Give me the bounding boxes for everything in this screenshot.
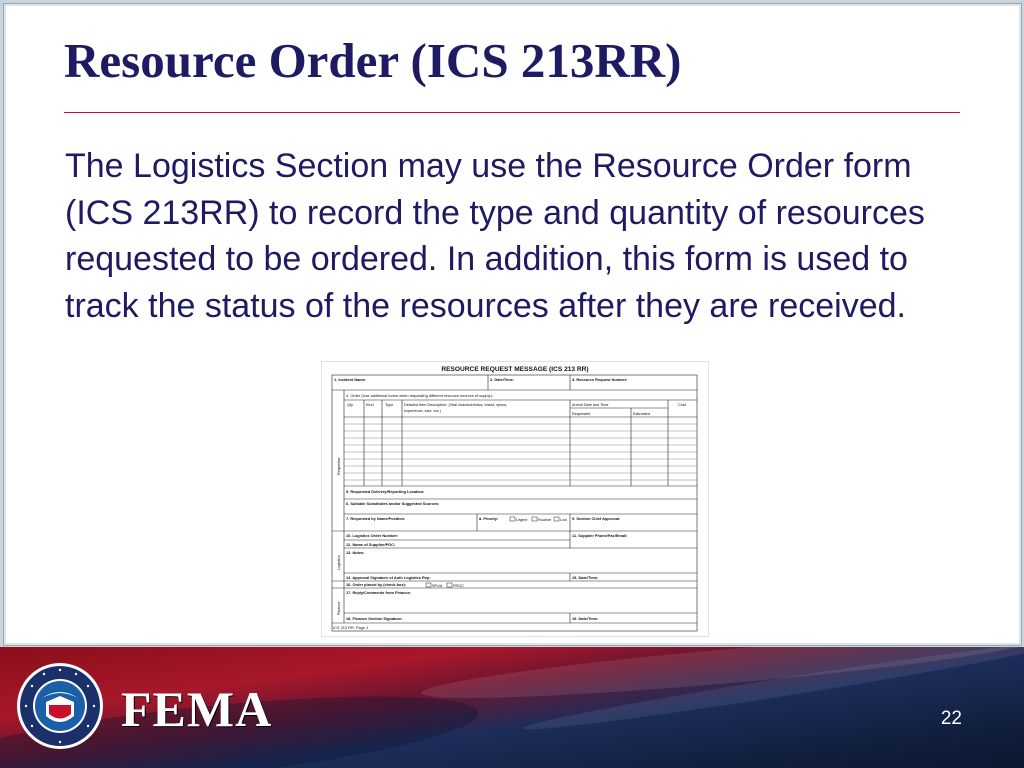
col-desc-line1: Detailed Item Description: (Vital characteristics, brand, specs, [404, 403, 508, 407]
priority-low: Low [560, 518, 567, 522]
fema-logo-text: FEMA [121, 681, 273, 737]
side-label-logistics: Logistics [337, 555, 341, 570]
form-field-8: 8. Priority: [479, 516, 499, 521]
form-field-4: 4. Order (Use additional forms when requesting different resource sources of supply.): [346, 393, 494, 398]
form-footer: ICS 213 RR, Page 1 [333, 625, 369, 630]
form-field-16: 16. Order placed by (check box): [346, 582, 407, 587]
form-field-13: 13. Notes: [346, 550, 365, 555]
form-heading: RESOURCE REQUEST MESSAGE (ICS 213 RR) [441, 366, 589, 373]
col-desc-line2: experience, size, etc.) [404, 409, 441, 413]
priority-urgent: Urgent [516, 518, 528, 522]
col-cost: Cost [678, 403, 686, 407]
priority-routine: Routine [538, 518, 552, 522]
form-field-2: 2. Date/Time: [490, 377, 515, 382]
form-field-6: 6. Suitable Substitutes and/or Suggested Sources: [346, 501, 440, 506]
form-field-18: 18. Finance Section Signature: [346, 616, 403, 621]
form-field-3: 3. Resource Request Number: [572, 377, 628, 382]
form-field-14: 14. Approval Signature of Auth Logistics Rep: [346, 575, 431, 580]
form-field-12: 12. Name of Supplier/POC: [346, 542, 396, 547]
form-field-17: 17. Reply/Comments from Finance: [346, 590, 412, 595]
form-field-10: 10. Logistics Order Number: [346, 533, 399, 538]
form-field-19: 19. Date/Time: [572, 616, 599, 621]
page-number: 22 [940, 708, 962, 729]
slide-canvas [3, 3, 1022, 646]
slide-body-text: The Logistics Section may use the Resource Order form (ICS 213RR) to record the type and quantity of resources requested to be ordered. In addition, this form is used to track the status of the resources after they are received. [65, 147, 925, 325]
form-field-9: 9. Section Chief Approval: [572, 516, 621, 521]
form-field-5: 5. Requested Delivery/Reporting Location: [346, 489, 425, 494]
col-arrival: Arrival Date and Time [572, 403, 609, 407]
order-proc: PROC [453, 584, 464, 588]
col-qty: Qty. [347, 403, 354, 407]
form-field-7: 7. Requested by Name/Position: [346, 516, 406, 521]
col-requested: Requested [572, 412, 591, 416]
form-field-1: 1. Incident Name: [334, 377, 367, 382]
col-estimated: Estimated [633, 412, 650, 416]
title-divider [64, 112, 960, 113]
dhs-seal-logo [16, 662, 104, 750]
form-field-11: 11. Supplier Phone/Fax/Email: [572, 533, 628, 538]
col-type: Type [385, 403, 394, 407]
slide-title: Resource Order (ICS 213RR) [64, 33, 682, 88]
ics-213rr-form-image [322, 362, 708, 636]
form-field-15: 15. Date/Time: [572, 575, 599, 580]
side-label-requestor: Requestor [337, 457, 341, 475]
side-label-finance: Finance [337, 601, 341, 615]
order-spua: SPUA [432, 584, 443, 588]
col-kind: Kind [366, 403, 374, 407]
